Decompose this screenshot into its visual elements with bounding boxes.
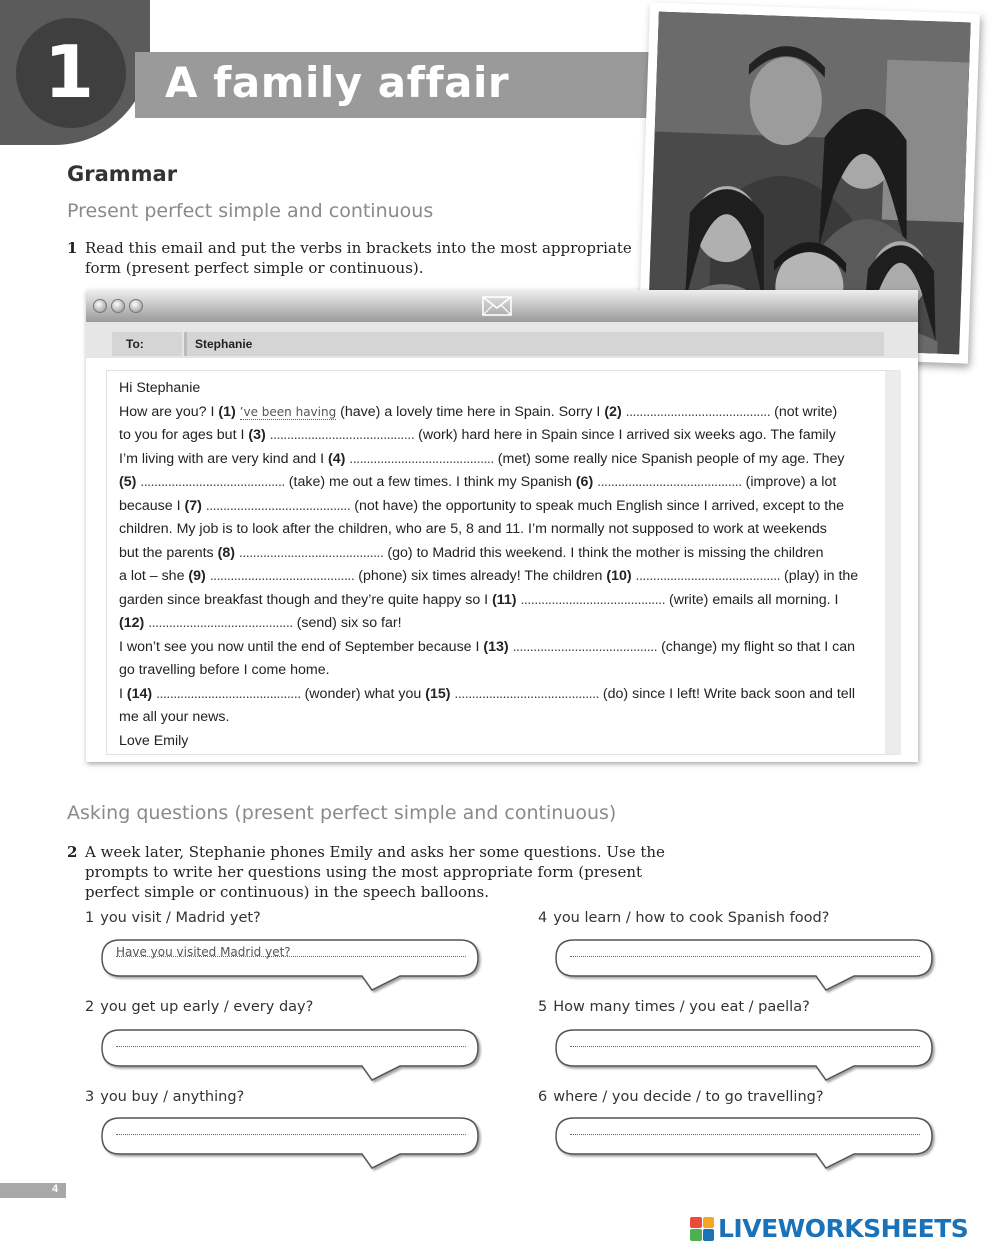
unit-title: A family affair [165,58,510,107]
prompt-number: 6 [538,1089,548,1105]
gap-13[interactable]: .......................................... [512,638,658,655]
gap-15[interactable]: .......................................... [454,685,599,702]
text: but the parents [119,544,218,561]
prompt-5 [538,999,810,1015]
gap-number: (6) [575,474,594,490]
gap-number: (12) [119,615,145,631]
balloon-answer[interactable]: Have you visited Madrid yet? [116,945,291,959]
prompt-4 [538,910,829,926]
text: (write) emails all morning. I [665,591,839,608]
email-line [119,401,899,425]
answer-line [570,1046,920,1047]
email-line [119,565,899,589]
email-line [119,471,899,495]
text: (go) to Madrid this weekend. I think the mother is missing the children [383,544,824,561]
email-sign-off: Love Emily [119,732,189,749]
text: (do) since I left! Write back soon and tell [598,685,856,702]
logo-square [703,1217,715,1229]
window-maximize-button[interactable] [129,299,143,313]
gap-11[interactable]: .......................................... [520,591,666,608]
text: (work) hard here in Spain since I arrived six weeks ago. The family [414,427,836,443]
speech-balloon-3[interactable] [98,1114,478,1156]
window-close-button[interactable] [93,299,107,313]
answer-line [570,956,920,957]
prompt-text: How many times / you eat / paella? [553,999,810,1015]
speech-balloon-6[interactable] [552,1114,932,1156]
gap-number: (7) [184,497,202,514]
text: (send) six so far! [292,615,402,631]
email-greeting: Hi Stephanie [119,380,201,396]
prompt-text: where / you decide / to go travelling? [553,1089,824,1105]
speech-balloon-shape [552,1114,932,1176]
text: (met) some really nice Spanish people of my age. They [493,450,845,467]
page-number: 4 [52,1183,59,1195]
gap-number: (4) [327,450,346,467]
prompt-number: 5 [538,999,548,1015]
section2-heading: Asking questions (present perfect simple and continuous) [67,802,617,824]
instruction-text: Read this email and put the verbs in brackets into the most appropriate form (present perfect simple or continuous). [85,239,632,277]
gap-7[interactable]: .......................................... [205,497,351,514]
logo-square [703,1229,715,1241]
gap-number: (8) [217,544,235,561]
text: (have) a lovely time here in Spain. Sorry I [336,403,605,420]
email-line [119,542,899,566]
email-line [119,589,899,613]
speech-balloon-1[interactable] [98,936,478,978]
email-line [119,612,899,636]
gap-number: (14) [126,685,153,702]
email-line: me all your news. [119,709,230,725]
prompt-text: you buy / anything? [100,1089,245,1105]
section1-instruction [67,238,647,278]
speech-balloon-shape [98,1114,478,1176]
prompt-number: 4 [538,910,548,926]
email-line: children. My job is to look after the children, who are 5, 8 and 11. I’m normally not supposed to work at weekends [119,521,827,537]
text: How are you? I [119,403,219,420]
text: (improve) a lot [741,474,837,490]
gap-number: (10) [606,568,632,584]
speech-balloon-5[interactable] [552,1026,932,1068]
gap-2[interactable]: .......................................... [625,403,771,420]
text: (not have) the opportunity to speak much English since I arrived, except to the [350,497,845,514]
to-field[interactable]: Stephanie [184,332,884,356]
answer-line [570,1134,920,1135]
to-label: To: [112,332,182,356]
prompt-1 [85,910,261,926]
logo-square [690,1229,702,1241]
email-titlebar [86,290,918,322]
speech-balloon-shape [552,1026,932,1088]
prompt-text: you visit / Madrid yet? [100,910,261,926]
gap-number: (11) [492,591,517,608]
text: I won’t see you now until the end of September because I [119,638,484,655]
envelope-icon [482,296,512,316]
text: I’m living with are very kind and I [119,450,328,467]
text: (not write) [770,403,838,420]
gap-4[interactable]: .......................................... [349,450,494,467]
gap-number: (2) [604,403,622,420]
prompt-6 [538,1089,824,1105]
gap-14[interactable]: .......................................... [156,685,301,702]
gap-6[interactable]: .......................................... [597,474,742,490]
text: (change) my flight so that I can [657,638,856,655]
prompt-3 [85,1089,244,1105]
liveworksheets-logo-text: LIVEWORKSHEETS [718,1214,969,1243]
text: garden since breakfast though and they’re quite happy so I [119,591,493,608]
answer-line [116,1046,466,1047]
speech-balloon-shape [98,1026,478,1088]
gap-number: (9) [188,568,206,584]
text: (take) me out a few times. I think my Spanish [284,474,576,490]
answer-1[interactable]: ’ve been having [239,404,337,419]
speech-balloon-2[interactable] [98,1026,478,1068]
gap-9[interactable]: .......................................... [209,568,355,584]
text: I [119,685,127,702]
gap-number: (15) [425,685,451,702]
email-line: go travelling before I come home. [119,662,330,678]
email-line [119,448,899,472]
gap-number: (13) [483,638,509,655]
speech-balloon-4[interactable] [552,936,932,978]
gap-3[interactable]: .......................................... [269,427,415,443]
section1-heading: Present perfect simple and continuous [67,200,434,222]
prompt-number: 3 [85,1089,95,1105]
gap-5[interactable]: .......................................... [140,474,285,490]
email-line [119,683,899,707]
unit-number: 1 [44,30,95,114]
instruction-number: 1 [67,239,78,257]
text: (play) in the [780,568,859,584]
logo-square [690,1217,702,1229]
text: (phone) six times already! The children [354,568,607,584]
instruction-number: 2 [67,843,78,861]
gap-10[interactable]: .......................................... [635,568,781,584]
text: because I [119,497,185,514]
email-line [119,424,899,448]
liveworksheets-logo[interactable] [690,1214,968,1243]
section2-instruction [67,842,677,902]
unit-tab [0,0,150,145]
gap-number: (1) [218,403,236,420]
prompt-2 [85,999,313,1015]
gap-number: (3) [248,427,266,443]
prompt-number: 2 [85,999,95,1015]
prompt-text: you get up early / every day? [100,999,314,1015]
email-text [119,377,899,753]
speech-balloon-shape [552,936,932,998]
prompt-number: 1 [85,910,95,926]
gap-12[interactable]: .......................................... [148,615,293,631]
gap-number: (5) [119,474,137,490]
gap-8[interactable]: .......................................... [238,544,384,561]
grammar-heading: Grammar [67,162,178,186]
window-minimize-button[interactable] [111,299,125,313]
text: a lot – she [119,568,189,584]
text: (wonder) what you [300,685,426,702]
email-line [119,636,899,660]
liveworksheets-logo-icon [690,1217,714,1241]
instruction-text: A week later, Stephanie phones Emily and asks her some questions. Use the prompts to write her questions using the most appropriate form (present perfect simple or continuous) in the speech balloons. [85,843,665,901]
answer-line [116,1134,466,1135]
email-line [119,495,899,519]
text: to you for ages but I [119,427,249,443]
prompt-text: you learn / how to cook Spanish food? [553,910,830,926]
